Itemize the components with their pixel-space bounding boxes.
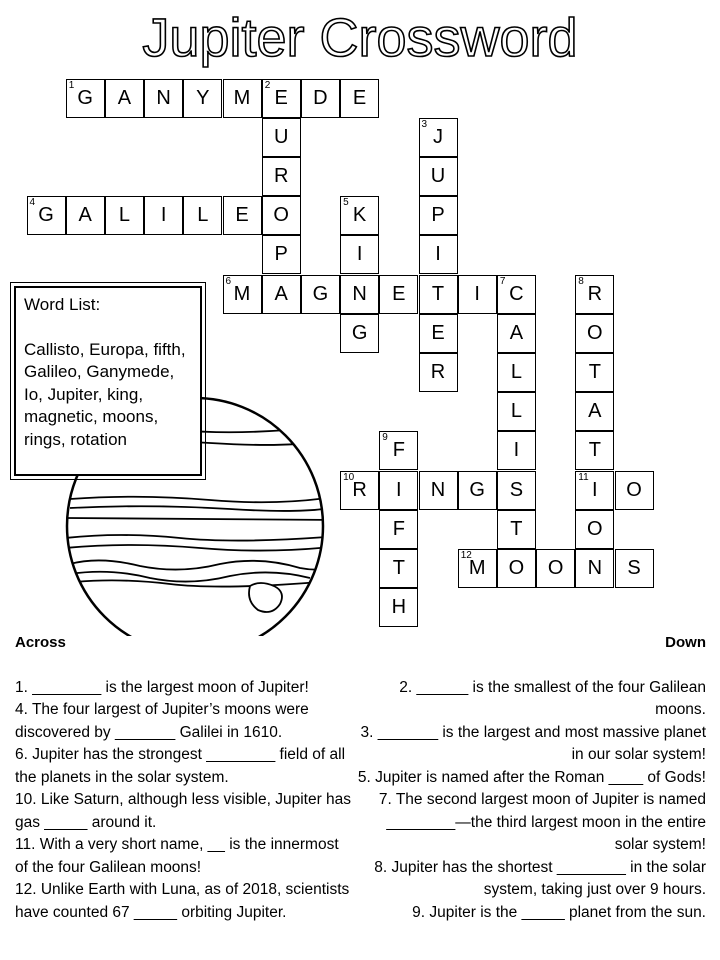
across-clues	[15, 632, 355, 924]
cell-letter: P	[274, 243, 288, 266]
grid-cell-r10c9[interactable]	[379, 471, 418, 510]
cell-letter: R	[587, 282, 603, 305]
clue-number: 1	[68, 79, 75, 91]
cell-letter: F	[392, 439, 405, 462]
cell-letter: A	[78, 204, 92, 227]
cell-letter: R	[430, 360, 446, 383]
cell-letter: R	[352, 478, 367, 501]
cell-letter: A	[117, 86, 132, 109]
down-clue-8: 8. Jupiter has the shortest ________ in the solar system, taking just over 9 hours.	[374, 858, 706, 898]
grid-cell-r12c14[interactable]	[575, 549, 614, 588]
grid-cell-r3c2[interactable]	[105, 196, 144, 235]
across-clue-4: 4. The four largest of Jupiter’s moons were discovered by _______ Galilei in 1610.	[15, 701, 309, 741]
across-clue-12: 12. Unlike Earth with Luna, as of 2018, scientists have counted 67 _____ orbiting Jupiter.	[15, 881, 350, 921]
grid-cell-r10c14[interactable]	[575, 471, 614, 510]
grid-cell-r5c8[interactable]	[340, 275, 379, 314]
grid-cell-r11c9[interactable]	[379, 510, 418, 549]
cell-letter: G	[351, 321, 368, 344]
cell-letter: L	[197, 204, 209, 227]
grid-cell-r0c8[interactable]	[340, 79, 379, 118]
grid-cell-r3c1[interactable]	[66, 196, 105, 235]
cell-letter: O	[626, 478, 642, 501]
cell-letter: L	[510, 400, 522, 423]
cell-letter: M	[233, 282, 251, 305]
grid-cell-r3c10[interactable]	[419, 196, 458, 235]
cell-letter: M	[468, 556, 486, 579]
cell-letter: M	[233, 86, 251, 109]
across-clue-6: 6. Jupiter has the strongest ________ field of all the planets in the solar system.	[15, 746, 346, 786]
cell-letter: E	[274, 86, 288, 109]
grid-cell-r7c10[interactable]	[419, 353, 458, 392]
grid-cell-r6c12[interactable]	[497, 314, 536, 353]
grid-cell-r11c12[interactable]	[497, 510, 536, 549]
grid-cell-r10c15[interactable]	[615, 471, 654, 510]
clue-number: 9	[382, 432, 388, 444]
cell-letter: H	[391, 596, 407, 619]
cell-letter: U	[273, 125, 289, 148]
grid-cell-r10c12[interactable]	[497, 471, 536, 510]
cell-letter: K	[352, 204, 367, 227]
grid-cell-r11c14[interactable]	[575, 510, 614, 549]
clue-number: 10	[343, 471, 355, 483]
cell-letter: U	[430, 164, 446, 187]
clue-number: 7	[499, 275, 506, 287]
grid-cell-r5c6[interactable]	[262, 275, 301, 314]
grid-cell-r5c5[interactable]	[223, 275, 262, 314]
clue-number: 12	[460, 549, 472, 561]
cell-letter: T	[588, 439, 601, 462]
cell-letter: S	[627, 556, 641, 579]
cell-letter: O	[547, 556, 564, 579]
grid-cell-r10c10[interactable]	[419, 471, 458, 510]
clue-number: 2	[264, 79, 271, 91]
grid-cell-r3c0[interactable]	[27, 196, 66, 235]
cell-letter: I	[513, 439, 520, 462]
grid-cell-r3c8[interactable]	[340, 196, 379, 235]
grid-cell-r4c8[interactable]	[340, 235, 379, 274]
cell-letter: E	[235, 204, 249, 227]
grid-cell-r0c2[interactable]	[105, 79, 144, 118]
cell-letter: E	[431, 321, 445, 344]
cell-letter: G	[469, 478, 485, 501]
cell-letter: E	[392, 282, 406, 305]
cell-letter: A	[274, 282, 288, 305]
cell-letter: I	[592, 478, 598, 501]
grid-cell-r0c6[interactable]	[262, 79, 301, 118]
cell-letter: G	[312, 282, 329, 305]
cell-letter: F	[392, 517, 405, 540]
grid-cell-r0c3[interactable]	[144, 79, 183, 118]
down-heading: Down	[665, 634, 706, 651]
grid-cell-r3c6[interactable]	[262, 196, 301, 235]
cell-letter: P	[431, 204, 445, 227]
grid-cell-r13c9[interactable]	[379, 588, 418, 627]
cell-letter: N	[430, 478, 446, 501]
cell-letter: N	[587, 556, 603, 579]
clue-number: 11	[578, 471, 589, 483]
grid-cell-r9c9[interactable]	[379, 431, 418, 470]
across-clue-1: 1. ________ is the largest moon of Jupiter!	[15, 678, 309, 696]
cell-letter: T	[392, 556, 405, 579]
clue-number: 6	[225, 275, 232, 287]
cell-letter: Y	[196, 86, 210, 109]
title-text: Jupiter Crossword	[142, 8, 578, 68]
grid-cell-r8c14[interactable]	[575, 392, 614, 431]
cell-letter: J	[433, 125, 443, 148]
cell-letter: L	[118, 204, 130, 227]
cell-letter: O	[273, 204, 289, 227]
grid-cell-r5c7[interactable]	[301, 275, 340, 314]
grid-cell-r5c10[interactable]	[419, 275, 458, 314]
grid-cell-r3c3[interactable]	[144, 196, 183, 235]
cell-letter: T	[431, 282, 445, 305]
cell-letter: C	[509, 282, 524, 305]
cell-letter: N	[156, 86, 171, 109]
grid-cell-r0c1[interactable]	[66, 79, 105, 118]
grid-cell-r2c10[interactable]	[419, 157, 458, 196]
cell-letter: O	[587, 321, 603, 344]
cell-letter: E	[352, 86, 367, 109]
across-clue-10: 10. Like Saturn, although less visible, Jupiter has gas _____ around it.	[15, 791, 352, 831]
cell-letter: I	[474, 282, 480, 305]
grid-cell-r3c4[interactable]	[183, 196, 222, 235]
grid-cell-r1c10[interactable]	[419, 118, 458, 157]
across-clue-11: 11. With a very short name, __ is the innermost of the four Galilean moons!	[15, 836, 339, 876]
cell-letter: I	[435, 243, 441, 266]
grid-cell-r7c12[interactable]	[497, 353, 536, 392]
cell-letter: S	[509, 478, 524, 501]
grid-cell-r9c12[interactable]	[497, 431, 536, 470]
word-list-heading: Word List:	[24, 295, 101, 314]
grid-cell-r0c5[interactable]	[223, 79, 262, 118]
cell-letter: G	[38, 204, 54, 227]
grid-cell-r6c14[interactable]	[575, 314, 614, 353]
grid-cell-r2c6[interactable]	[262, 157, 301, 196]
grid-cell-r5c14[interactable]	[575, 275, 614, 314]
clue-number: 3	[421, 118, 428, 130]
cell-letter: D	[313, 86, 328, 109]
cell-letter: A	[588, 400, 602, 423]
cell-letter: T	[510, 517, 523, 540]
down-clue-7: 7. The second largest moon of Jupiter is named ________—the third largest moon in the entire solar system!	[378, 791, 706, 853]
cell-letter: I	[160, 204, 167, 227]
grid-cell-r5c12[interactable]	[497, 275, 536, 314]
grid-cell-r0c4[interactable]	[183, 79, 222, 118]
grid-cell-r10c11[interactable]	[458, 471, 497, 510]
grid-cell-r1c6[interactable]	[262, 118, 301, 157]
grid-cell-r3c5[interactable]	[223, 196, 262, 235]
cell-letter: A	[509, 321, 524, 344]
clue-number: 5	[343, 197, 349, 209]
grid-cell-r6c10[interactable]	[419, 314, 458, 353]
down-clue-3: 3. _______ is the largest and most massive planet in our solar system!	[360, 723, 706, 763]
grid-cell-r7c14[interactable]	[575, 353, 614, 392]
word-list-box	[14, 286, 202, 476]
down-clues	[356, 632, 706, 924]
down-clue-5: 5. Jupiter is named after the Roman ____ of Gods!	[357, 768, 706, 786]
grid-cell-r0c7[interactable]	[301, 79, 340, 118]
grid-cell-r5c9[interactable]	[379, 275, 418, 314]
cell-letter: O	[508, 556, 525, 579]
cell-letter: I	[396, 478, 402, 501]
grid-cell-r12c15[interactable]	[615, 549, 654, 588]
clue-number: 4	[29, 197, 36, 209]
clue-number: 8	[578, 275, 584, 287]
grid-cell-r12c13[interactable]	[536, 549, 575, 588]
grid-cell-r9c14[interactable]	[575, 431, 614, 470]
cell-letter: O	[587, 517, 603, 540]
grid-cell-r12c12[interactable]	[497, 549, 536, 588]
cell-letter: N	[352, 282, 367, 305]
grid-cell-r6c8[interactable]	[340, 314, 379, 353]
cell-letter: G	[77, 86, 93, 109]
across-heading: Across	[15, 634, 66, 651]
grid-cell-r4c6[interactable]	[262, 235, 301, 274]
cell-letter: L	[510, 360, 522, 383]
grid-cell-r12c9[interactable]	[379, 549, 418, 588]
grid-cell-r12c11[interactable]	[458, 549, 497, 588]
grid-cell-r4c10[interactable]	[419, 235, 458, 274]
grid-cell-r5c11[interactable]	[458, 275, 497, 314]
cell-letter: R	[273, 164, 289, 187]
grid-cell-r8c12[interactable]	[497, 392, 536, 431]
word-list-words: Callisto, Europa, fifth, Galileo, Ganymede, Io, Jupiter, king, magnetic, moons, rings, rotation	[24, 339, 186, 449]
down-clue-2: 2. ______ is the smallest of the four Galilean moons.	[399, 678, 706, 718]
cell-letter: T	[588, 360, 601, 383]
down-clue-9: 9. Jupiter is the _____ planet from the sun.	[412, 903, 706, 921]
cell-letter: I	[356, 243, 363, 266]
